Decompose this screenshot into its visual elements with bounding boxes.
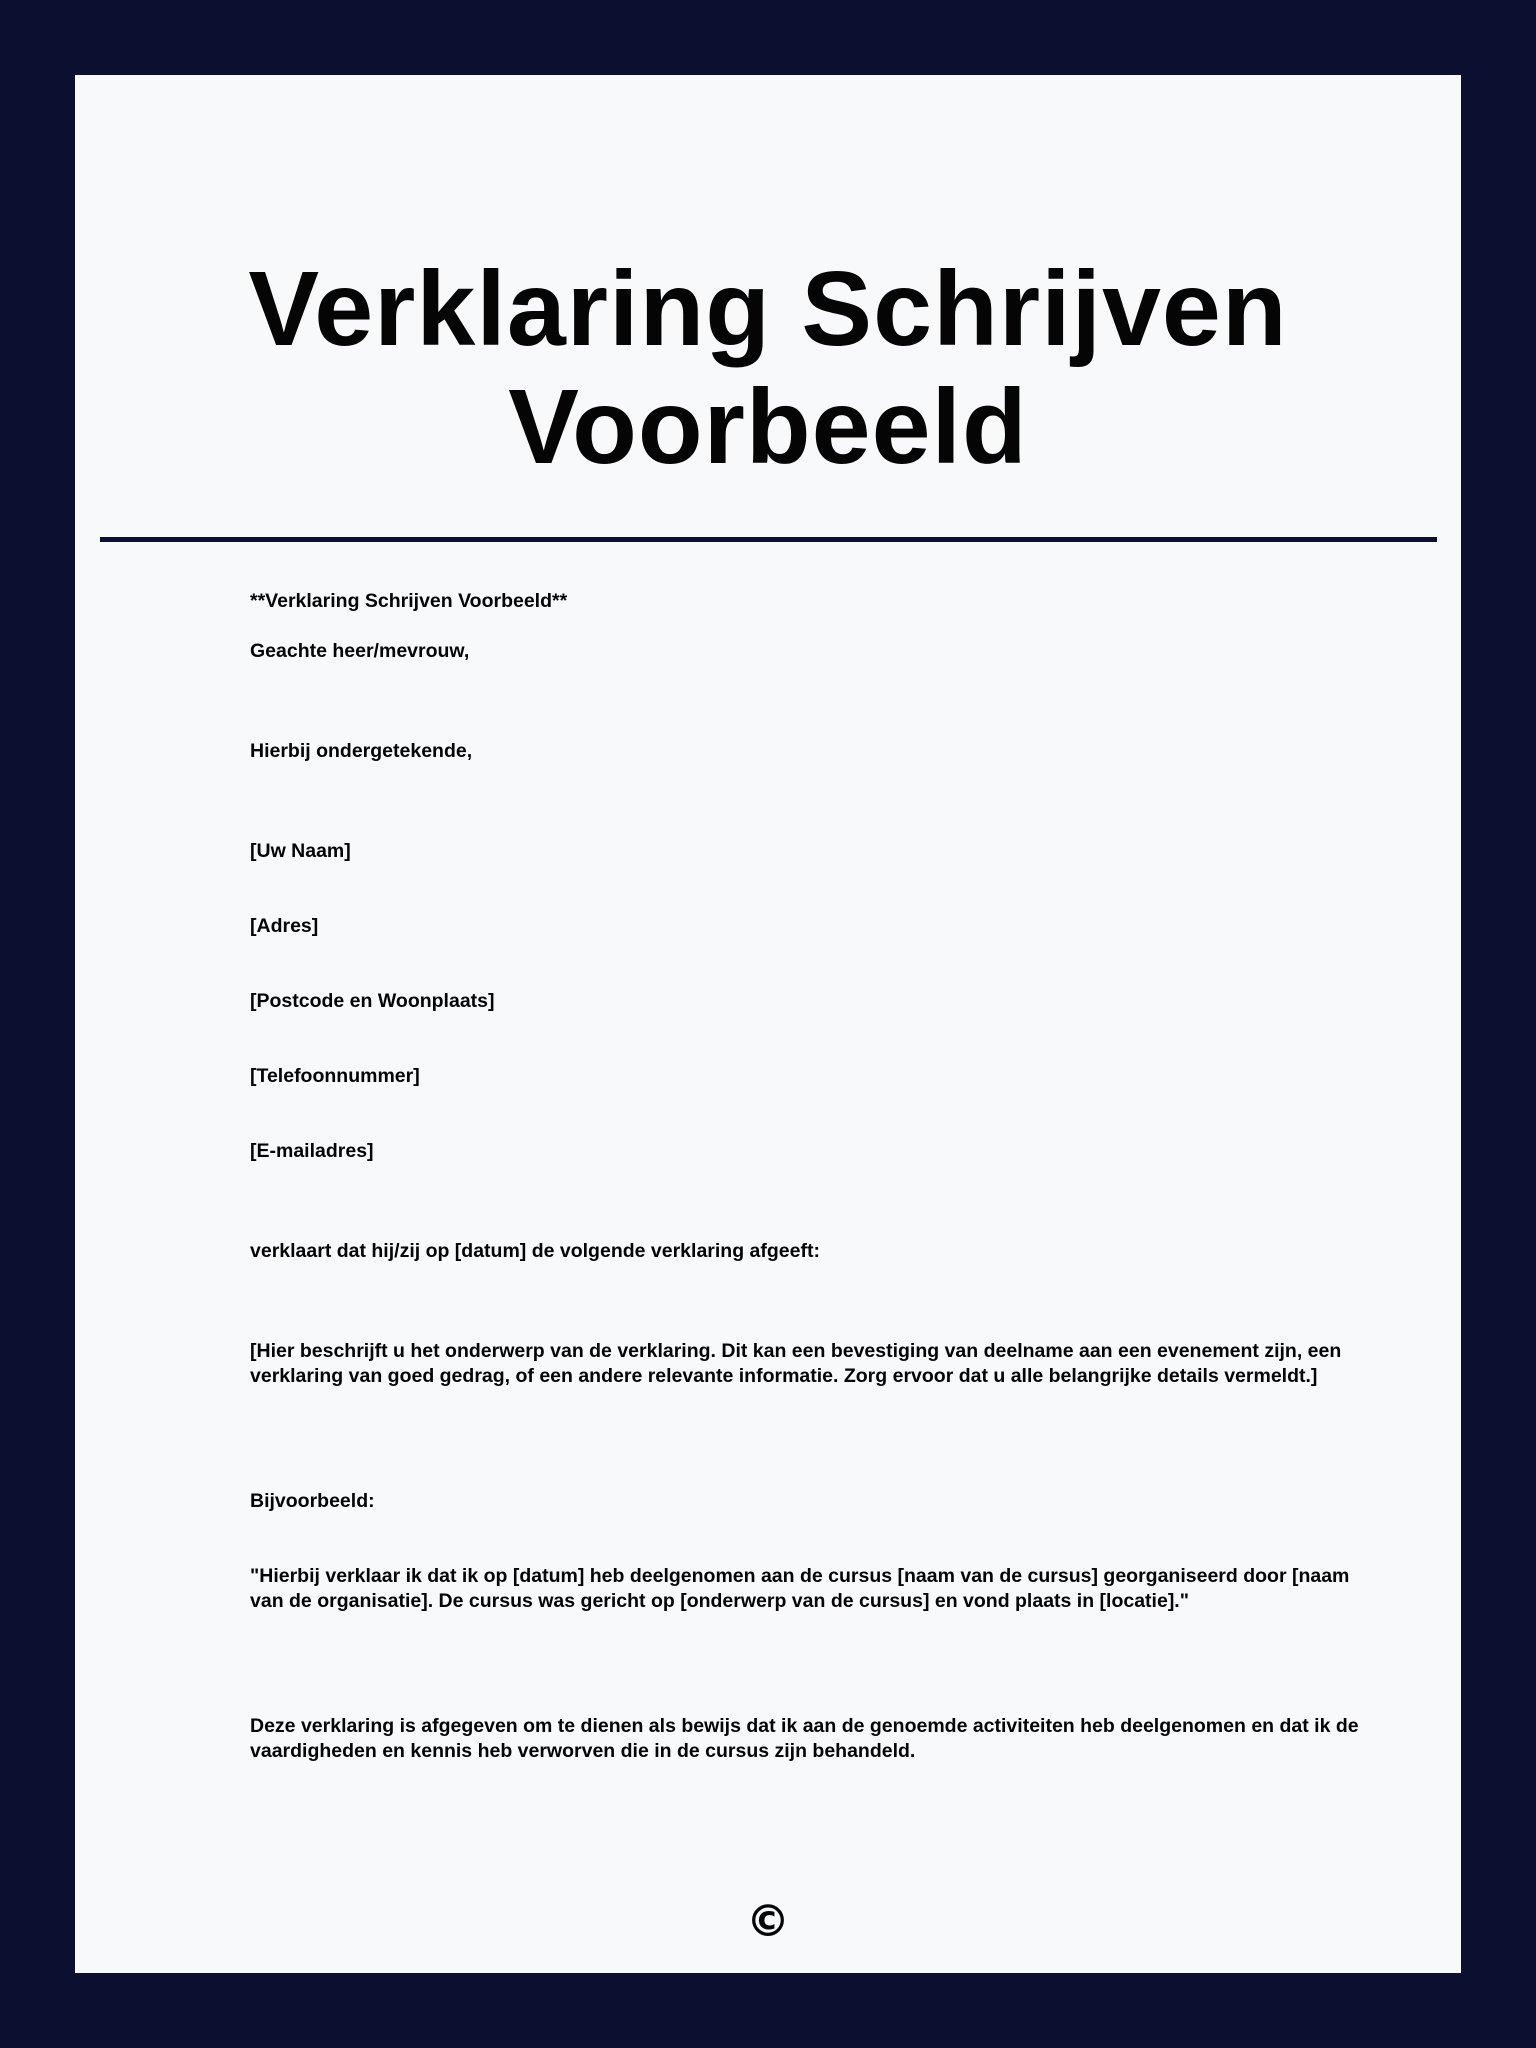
address-placeholder: [Adres]: [250, 915, 319, 937]
example-text: "Hierbij verklaar ik dat ik op [datum] heb deelgenomen aan de cursus [naam van de cursus] georganiseerd door [naam van de organisatie]. De cursus was gericht op [onderwerp van de cursus] en vond plaats in [locatie].": [250, 1565, 1350, 1612]
example-label: Bijvoorbeeld:: [250, 1490, 375, 1512]
copyright-icon: ©: [746, 1896, 790, 1947]
email-placeholder: [E-mailadres]: [250, 1140, 374, 1162]
intro-text: Hierbij ondergetekende,: [250, 740, 473, 762]
document-heading: **Verklaring Schrijven Voorbeeld**: [250, 590, 568, 612]
title-divider: [100, 537, 1437, 542]
name-placeholder: [Uw Naam]: [250, 840, 351, 862]
document-page: [75, 75, 1461, 1973]
closing-text: Deze verklaring is afgegeven om te dienen als bewijs dat ik aan de genoemde activiteiten heb deelgenomen en dat ik de vaardigheden en kennis heb verworven die in de cursus zijn behandeld.: [250, 1715, 1359, 1762]
phone-placeholder: [Telefoonnummer]: [250, 1065, 420, 1087]
postal-city-placeholder: [Postcode en Woonplaats]: [250, 990, 495, 1012]
declaration-intro: verklaart dat hij/zij op [datum] de volgende verklaring afgeeft:: [250, 1240, 820, 1262]
salutation: Geachte heer/mevrouw,: [250, 640, 470, 662]
subject-instruction: [Hier beschrijft u het onderwerp van de verklaring. Dit kan een bevestiging van deelname aan een evenement zijn, een verklaring van goed gedrag, of een andere relevante informatie. Zorg ervoor dat u alle belangrijke details vermeldt.]: [250, 1340, 1342, 1387]
page-title: Verklaring Schrijven Voorbeeld: [248, 250, 1288, 486]
